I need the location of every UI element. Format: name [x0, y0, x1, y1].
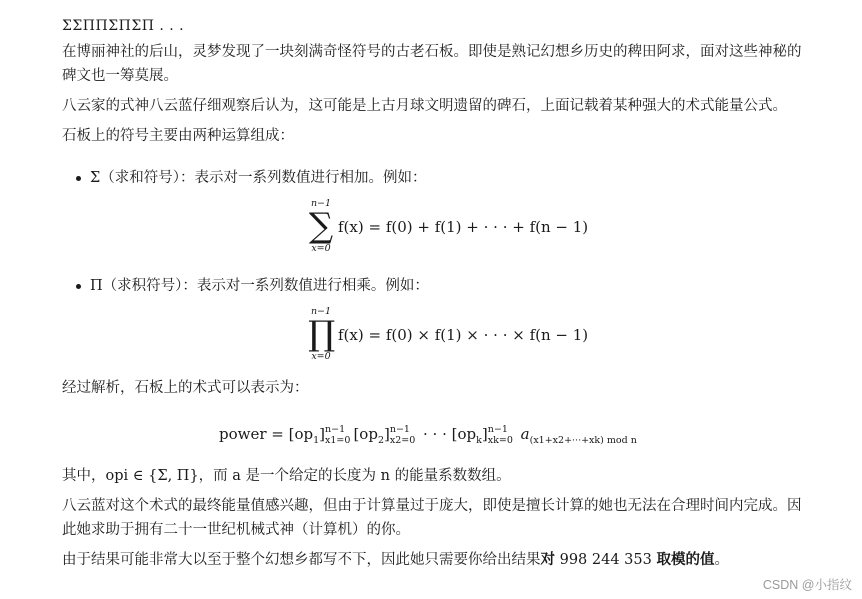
product-formula	[62, 306, 802, 364]
product-description: Π（求积符号）：表示对一系列数值进行相乘。例如：	[90, 278, 429, 294]
product-lower-limit: x=0	[311, 351, 331, 362]
bullet-icon	[76, 176, 81, 181]
pi-icon: ∏	[308, 314, 336, 354]
sigma-icon: ∑	[308, 206, 334, 246]
power-formula	[62, 416, 802, 456]
modulo-paragraph: 由于结果可能非常大以至于整个幻想乡都写不下，因此她只需要你给出结果对 998 244 353 取模的值。	[62, 551, 729, 568]
sum-upper-limit: n−1	[310, 198, 332, 209]
sum-operator	[308, 198, 334, 254]
sum-expression: f(x) = f(0) + f(1) + · · · + f(n − 1)	[338, 218, 589, 236]
sum-formula	[62, 198, 802, 256]
definition-text: 其中，opi ∈ {Σ, Π}，而 a 是一个给定的长度为 n 的能量系数数组。	[62, 468, 511, 484]
sum-description: Σ（求和符号）：表示对一系列数值进行相加。例如：	[90, 170, 427, 186]
product-expression: f(x) = f(0) × f(1) × · · · × f(n − 1)	[338, 326, 589, 344]
product-upper-limit: n−1	[310, 306, 332, 317]
watermark: CSDN @小指纹	[762, 578, 852, 592]
request-paragraph: 八云蓝对这个术式的最终能量值感兴趣，但由于计算量过于庞大，即使是擅长计算的她也无法在合理时间内完成。因此她求助于拥有二十一世纪机械式神（计算机）的你。	[62, 498, 802, 538]
bullet-icon	[76, 284, 81, 289]
operations-intro: 石板上的符号主要由两种运算组成：	[62, 128, 294, 144]
theory-paragraph: 八云家的式神八云蓝仔细观察后认为，这可能是上古月球文明遗留的碑石，上面记载着某种强大的术式能量公式。	[62, 98, 787, 114]
product-operator	[308, 306, 334, 362]
intro-paragraph: 在博丽神社的后山，灵梦发现了一块刻满奇怪符号的古老石板。即使是熟记幻想乡历史的稗田阿求，面对这些神秘的碑文也一筹莫展。	[62, 44, 802, 84]
analysis-text: 经过解析，石板上的术式可以表示为：	[62, 380, 309, 396]
sum-lower-limit: x=0	[311, 243, 331, 254]
list-item-sum	[62, 166, 802, 190]
page-title: ΣΣΠΠΣΠΣΠ . . .	[62, 18, 185, 34]
list-item-product	[62, 274, 802, 298]
power-expression: power = $[op_1]n-1$ x1=0 $[op_2]n-1$ x2=0 · · · $[op_k]n-1$ xk=0 $a_{(x1+x2+\cdot\cdot\cdot+xk) mod n}$	[219, 424, 637, 446]
problem-statement	[62, 14, 802, 578]
